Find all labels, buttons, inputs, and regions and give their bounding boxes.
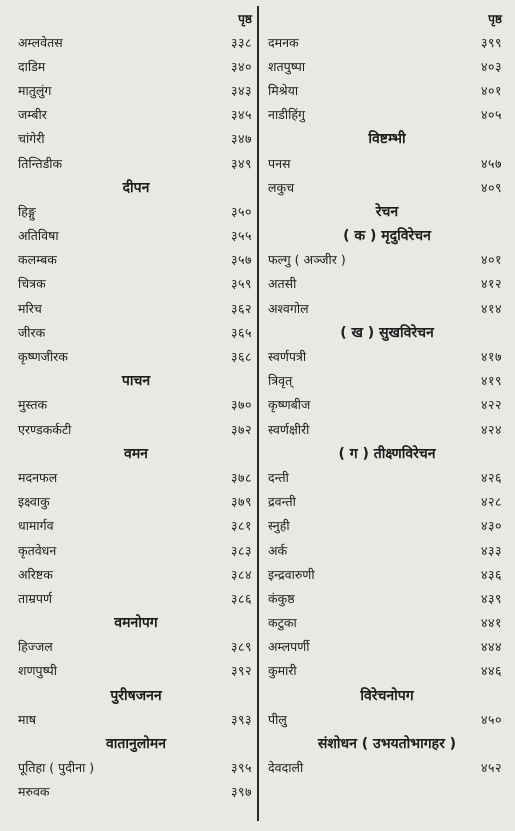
index-entry xyxy=(268,538,506,562)
entry-name: जम्बीर xyxy=(18,107,47,123)
entry-name: अम्लवेतस xyxy=(18,34,63,50)
entry-name: लकुच xyxy=(268,179,295,195)
index-entry xyxy=(268,465,506,489)
entry-name: स्वर्णक्षीरी xyxy=(268,421,310,437)
section-heading: वातानुलोमन xyxy=(105,736,167,753)
index-entry xyxy=(18,224,254,248)
entry-page-number: ४२६ xyxy=(480,469,502,485)
entry-page-number: ४३९ xyxy=(480,590,502,606)
entry-name: पीलु xyxy=(268,711,287,727)
index-entry xyxy=(268,296,506,320)
section-heading: वमनोपग xyxy=(114,615,158,632)
entry-page-number: ४२४ xyxy=(480,421,502,437)
index-entry xyxy=(18,417,254,441)
index-entry xyxy=(268,635,506,659)
index-entry xyxy=(268,78,506,102)
entry-name: अतसी xyxy=(268,276,297,292)
entry-name: इन्द्रवारुणी xyxy=(268,566,315,582)
entry-page-number: ४०९ xyxy=(480,179,502,195)
index-entry xyxy=(18,756,254,780)
index-entry xyxy=(18,538,254,562)
section-heading: संशोधन ( उभयतोभागहर ) xyxy=(317,736,457,753)
section-heading: पाचन xyxy=(121,373,151,390)
entry-page-number: ४१९ xyxy=(480,373,502,389)
index-entry xyxy=(268,54,506,78)
entry-name: कलम्बक xyxy=(18,252,57,268)
index-entry xyxy=(268,151,506,175)
entry-name: मदनफल xyxy=(18,469,58,485)
entry-name: कृष्णजीरक xyxy=(18,349,68,365)
entry-page-number: ४४४ xyxy=(480,639,502,655)
entry-name: नाडीहिंगु xyxy=(268,107,306,123)
index-entry xyxy=(268,756,506,780)
left-column xyxy=(18,10,254,804)
index-entry xyxy=(18,248,254,272)
entry-name: शतपुष्पा xyxy=(268,58,306,74)
left-index-list xyxy=(18,30,254,804)
section-heading: विष्टम्भी xyxy=(368,131,406,148)
entry-page-number: ४४६ xyxy=(480,663,502,679)
section-heading: दीपन xyxy=(122,179,150,196)
entry-name: चित्रक xyxy=(18,276,46,292)
section-heading: पुरीषजनन xyxy=(110,687,162,704)
index-entry xyxy=(18,30,254,54)
index-entry xyxy=(18,586,254,610)
entry-page-number: ४०५ xyxy=(480,107,502,123)
entry-page-number: ३८३ xyxy=(230,542,252,558)
entry-page-number: ३३८ xyxy=(230,34,252,50)
entry-page-number: ४३० xyxy=(480,518,502,534)
entry-name: ताम्रपर्ण xyxy=(18,590,52,606)
index-entry xyxy=(18,659,254,683)
entry-page-number: ४५० xyxy=(480,711,502,727)
index-entry xyxy=(268,248,506,272)
entry-page-number: ४०३ xyxy=(480,58,502,74)
entry-name: माष xyxy=(18,711,36,727)
index-entry xyxy=(268,707,506,731)
index-entry xyxy=(18,78,254,102)
entry-name: अम्लपर्णी xyxy=(268,639,310,655)
index-entry xyxy=(18,490,254,514)
index-entry xyxy=(18,127,254,151)
entry-name: मातुलुंग xyxy=(18,82,52,98)
entry-page-number: ३७२ xyxy=(230,421,252,437)
entry-name: स्नुही xyxy=(268,518,290,534)
index-entry xyxy=(18,465,254,489)
entry-name: दन्ती xyxy=(268,469,289,485)
entry-name: कंकुष्ठ xyxy=(268,590,295,606)
section-heading: ( क ) मृदुविरेचन xyxy=(343,228,431,245)
index-entry xyxy=(18,707,254,731)
entry-name: एरण्डकर्कटी xyxy=(18,421,72,437)
entry-page-number: ४२८ xyxy=(480,494,502,510)
index-entry xyxy=(268,344,506,368)
entry-page-number: ४१४ xyxy=(480,300,502,316)
index-entry xyxy=(268,417,506,441)
entry-name: स्वर्णपत्री xyxy=(268,349,307,365)
entry-page-number: ३६५ xyxy=(230,324,252,340)
entry-page-number: ४२२ xyxy=(480,397,502,413)
entry-name: कृष्णबीज xyxy=(268,397,311,413)
index-entry xyxy=(268,586,506,610)
entry-page-number: ३४३ xyxy=(230,82,252,98)
index-entry xyxy=(18,54,254,78)
right-index-list xyxy=(268,30,506,780)
entry-name: मरुवक xyxy=(18,784,50,800)
entry-name: धामार्गव xyxy=(18,518,54,534)
index-entry xyxy=(268,30,506,54)
entry-page-number: ४०१ xyxy=(480,82,502,98)
entry-name: अश्वगोल xyxy=(268,300,309,316)
entry-page-number: ३७९ xyxy=(230,494,252,510)
index-entry xyxy=(268,272,506,296)
index-entry xyxy=(268,611,506,635)
entry-page-number: ३७० xyxy=(230,397,252,413)
index-entry xyxy=(268,562,506,586)
index-entry xyxy=(18,780,254,804)
entry-name: पनस xyxy=(268,155,291,171)
entry-page-number: ३८६ xyxy=(230,590,252,606)
entry-page-number: ३९३ xyxy=(230,711,252,727)
entry-page-number: ४५२ xyxy=(480,760,502,776)
entry-name: इक्ष्वाकु xyxy=(18,494,50,510)
entry-page-number: ३५७ xyxy=(230,252,252,268)
section-heading: विरेचनोपग xyxy=(360,687,414,704)
entry-name: जीरक xyxy=(18,324,46,340)
entry-name: त्रिवृत् xyxy=(268,373,293,389)
index-entry xyxy=(18,635,254,659)
entry-name: तिन्तिडीक xyxy=(18,155,63,171)
entry-page-number: ३६२ xyxy=(230,300,252,316)
right-column xyxy=(268,10,506,780)
entry-page-number: ३४५ xyxy=(230,107,252,123)
index-entry xyxy=(268,103,506,127)
index-entry xyxy=(18,199,254,223)
entry-name: कृतवेधन xyxy=(18,542,57,558)
entry-page-number: ३४० xyxy=(230,58,252,74)
entry-page-number: ४४१ xyxy=(480,615,502,631)
entry-page-number: ४१२ xyxy=(480,276,502,292)
page-number-header xyxy=(18,10,254,30)
entry-name: दमनक xyxy=(268,34,299,50)
section-heading: ( ख ) सुखविरेचन xyxy=(340,324,434,341)
index-entry xyxy=(18,320,254,344)
index-entry xyxy=(18,103,254,127)
index-entry xyxy=(268,393,506,417)
entry-page-number: ४३३ xyxy=(480,542,502,558)
index-entry xyxy=(18,562,254,586)
entry-page-number: ३९७ xyxy=(230,784,252,800)
index-entry xyxy=(268,514,506,538)
entry-page-number: ३४७ xyxy=(230,131,252,147)
entry-page-number: ३६८ xyxy=(230,349,252,365)
index-entry xyxy=(18,514,254,538)
index-entry xyxy=(18,296,254,320)
entry-page-number: ३४९ xyxy=(230,155,252,171)
entry-name: चांगेरी xyxy=(18,131,45,147)
section-heading: रेचन xyxy=(375,203,399,220)
index-entry xyxy=(18,151,254,175)
entry-name: अर्क xyxy=(268,542,288,558)
entry-name: कटुका xyxy=(268,615,297,631)
entry-page-number: ३५५ xyxy=(230,228,252,244)
page-label: पृष्ठ xyxy=(488,12,502,26)
entry-page-number: ३८९ xyxy=(230,639,252,655)
entry-page-number: ४५७ xyxy=(480,155,502,171)
entry-name: देवदाली xyxy=(268,760,304,776)
entry-page-number: ३९२ xyxy=(230,663,252,679)
entry-page-number: ३५० xyxy=(230,203,252,219)
entry-name: द्रवन्ती xyxy=(268,494,296,510)
entry-name: अतिविषा xyxy=(18,228,59,244)
index-entry xyxy=(18,272,254,296)
index-entry xyxy=(18,344,254,368)
entry-name: शणपुष्पी xyxy=(18,663,58,679)
entry-name: कुमारी xyxy=(268,663,297,679)
entry-page-number: ३५९ xyxy=(230,276,252,292)
index-entry xyxy=(268,175,506,199)
entry-page-number: ३७८ xyxy=(230,469,252,485)
entry-name: फल्गु ( अञ्जीर ) xyxy=(268,252,346,268)
entry-name: अरिष्टक xyxy=(18,566,53,582)
section-heading: वमन xyxy=(124,445,148,462)
section-heading: ( ग ) तीक्ष्णविरेचन xyxy=(338,445,436,462)
entry-name: मुस्तक xyxy=(18,397,48,413)
entry-name: पूतिहा ( पुदीना ) xyxy=(18,760,95,776)
entry-page-number: ३९५ xyxy=(230,760,252,776)
page-label: पृष्ठ xyxy=(238,12,252,26)
entry-name: दाडिम xyxy=(18,58,46,74)
entry-page-number: ३८४ xyxy=(230,566,252,582)
entry-page-number: ४०१ xyxy=(480,252,502,268)
index-entry xyxy=(18,393,254,417)
index-entry xyxy=(268,490,506,514)
entry-page-number: ४३६ xyxy=(480,566,502,582)
entry-name: हिज्जल xyxy=(18,639,53,655)
column-divider xyxy=(257,6,259,821)
entry-page-number: ३९९ xyxy=(480,34,502,50)
entry-page-number: ३८१ xyxy=(230,518,252,534)
entry-name: हिङ्गु xyxy=(18,203,36,219)
entry-name: मिश्रेया xyxy=(268,82,299,98)
index-entry xyxy=(268,369,506,393)
index-entry xyxy=(268,659,506,683)
page-number-header xyxy=(268,10,506,30)
entry-page-number: ४१७ xyxy=(480,349,502,365)
entry-name: मरिच xyxy=(18,300,42,316)
